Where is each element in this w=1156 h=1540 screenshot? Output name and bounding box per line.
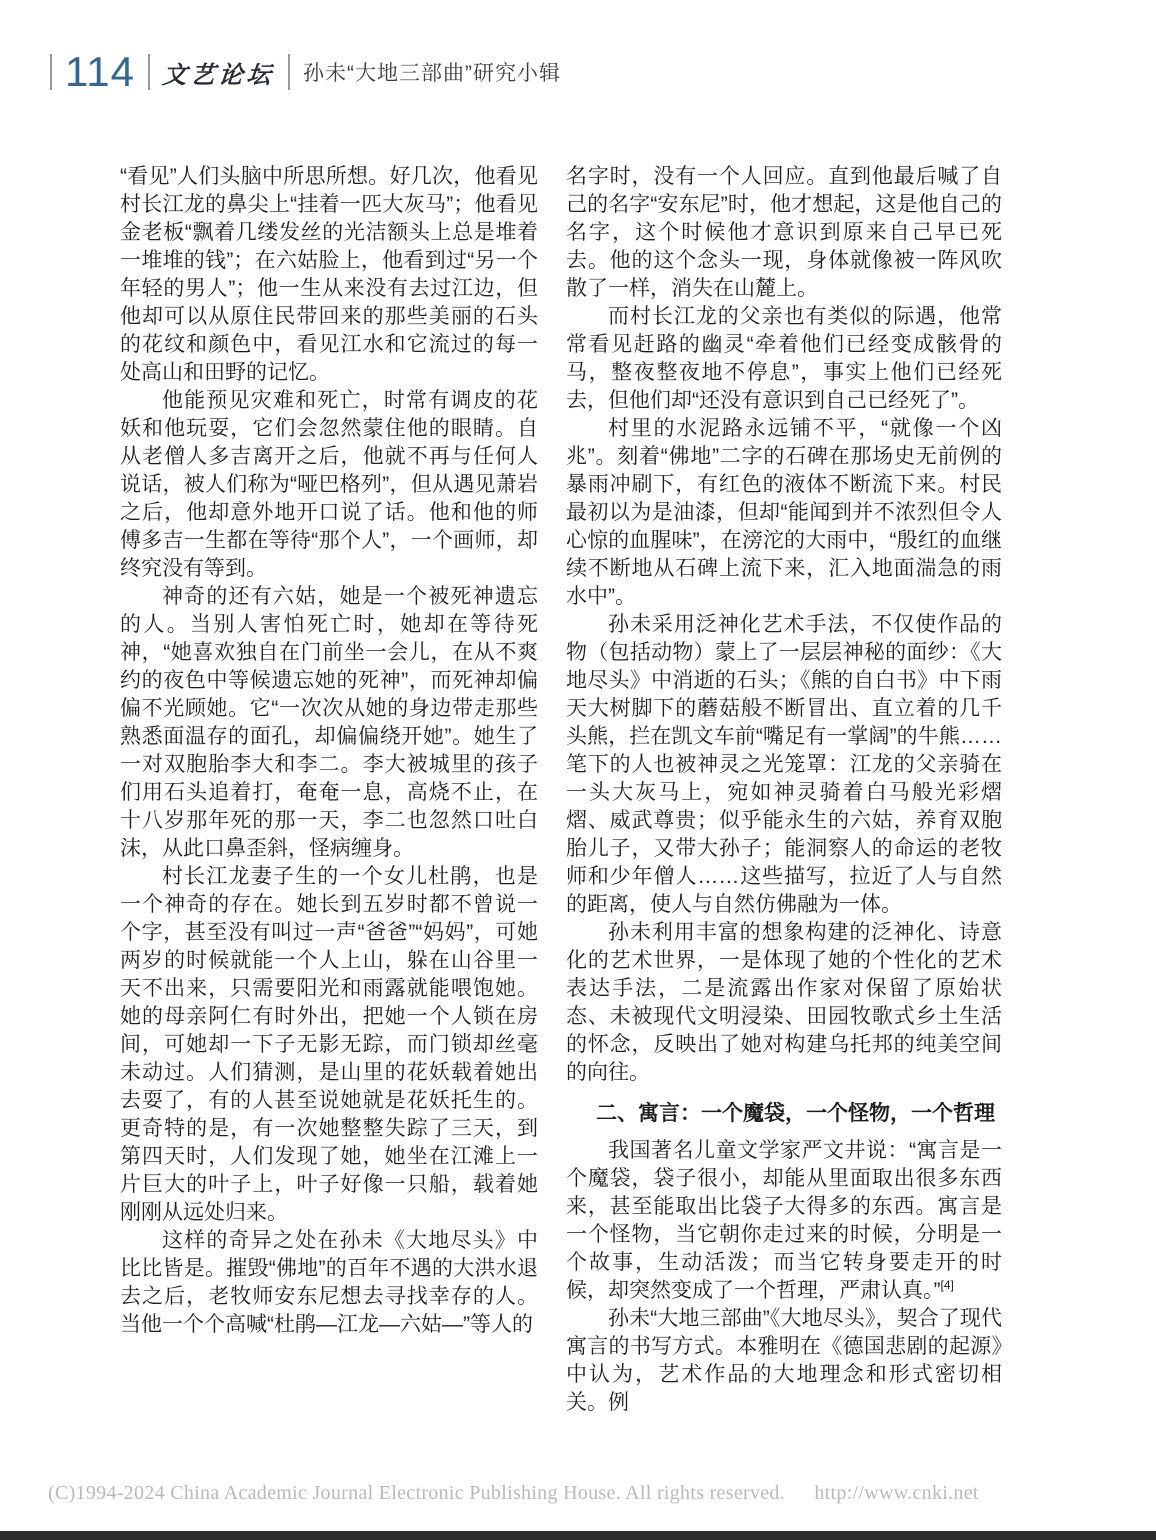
paragraph: 而村长江龙的父亲也有类似的际遇，他常常看见赶路的幽灵“牵着他们已经变成骸骨的马，整夜整夜地不停息”，事实上他们已经死去，但他们却“还没有意识到自己已经死了”。	[566, 305, 1002, 412]
paragraph: 神奇的还有六姑，她是一个被死神遗忘的人。当别人害怕死亡时，她却在等待死神，“她喜欢独自在门前坐一会儿，在从不爽约的夜色中等候遗忘她的死神”，而死神却偏偏不光顾她。它“一次次从她的身边带走那些熟悉面温存的面孔，却偏偏绕开她”。她生了一对双胞胎李大和李二。李大被城里的孩子们用石头追着打，奄奄一息，高烧不止，在十八岁那年死的那一天，李二也忽然口吐白沫，从此口鼻歪斜，怪病缠身。	[120, 585, 538, 860]
page-header	[50, 50, 561, 94]
page-footer	[48, 1482, 979, 1505]
paragraph: 孙未利用丰富的想象构建的泛神化、诗意化的艺术世界，一是体现了她的个性化的艺术表达手法，二是流露出作家对保留了原始状态、未被现代文明浸染、田园牧歌式乡土生活的怀念，反映出了她对构建乌托邦的纯美空间的向往。	[566, 921, 1002, 1084]
header-rule-mid	[148, 54, 150, 90]
column-title: 孙未“大地三部曲”研究小辑	[302, 62, 561, 85]
paragraph	[566, 1137, 1002, 1305]
paragraph: 他能预见灾难和死亡，时常有调皮的花妖和他玩耍，它们会忽然蒙住他的眼睛。自从老僧人多吉离开之后，他就不再与任何人说话，被人们称为“哑巴格列”，但从遇见萧岩之后，他却意外地开口说了话。他和他的师傅多吉一生都在等待“那个人”，一个画师，却终究没有等到。	[120, 389, 538, 580]
page-number: 114	[65, 48, 135, 95]
paragraph: 村长江龙妻子生的一个女儿杜鹃，也是一个神奇的存在。她长到五岁时都不曾说一个字，甚至没有叫过一声“爸爸”“妈妈”，可她两岁的时候就能一个人上山，躲在山谷里一天不出来，只需要阳光和雨露就能喂饱她。她的母亲阿仁有时外出，把她一个人锁在房间，可她却一下子无影无踪，而门锁却丝毫未动过。人们猜测，是山里的花妖载着她出去耍了，有的人甚至说她就是花妖托生的。更奇特的是，有一次她整整失踪了三天，到第四天时，人们发现了她，她坐在江滩上一片巨大的叶子上，叶子好像一只船，载着她刚刚从远处归来。	[120, 865, 538, 1224]
right-column	[566, 163, 1002, 1417]
journal-logo: 文艺论坛	[161, 59, 277, 89]
copyright-text: (C)1994-2024 China Academic Journal Electronic Publishing House. All rights reserved.	[48, 1482, 786, 1504]
header-rule-left	[50, 54, 52, 90]
section-heading: 二、寓言：一个魔袋，一个怪物，一个哲理	[596, 1102, 995, 1125]
paragraph-text: 我国著名儿童文学家严文井说：“寓言是一个魔袋，袋子很小，却能从里面取出很多东西来，甚至能取出比袋子大得多的东西。寓言是一个怪物，当它朝你走过来的时候，分明是一个故事，生动活泼；而当它转身要走开的时候，却突然变成了一个哲理，严肃认真。”	[566, 1139, 1002, 1302]
left-column	[120, 163, 538, 1417]
article-body	[120, 163, 1002, 1417]
paragraph: 名字时，没有一个人回应。直到他最后喊了自己的名字“安东尼”时，他才想起，这是他自己的名字，这个时候他才意识到原来自己早已死去。他的这个念头一现，身体就像被一阵风吹散了一样，消失在山麓上。	[566, 165, 1002, 300]
paragraph: “看见”人们头脑中所思所想。好几次，他看见村长江龙的鼻尖上“挂着一匹大灰马”；他看见金老板“飘着几缕发丝的光洁额头上总是堆着一堆堆的钱”；在六姑脸上，他看到过“另一个年轻的男人”；他一生从来没有去过江边，但他却可以从原住民带回来的那些美丽的石头的花纹和颜色中，看见江水和它流过的每一处高山和田野的记忆。	[120, 165, 538, 384]
paragraph: 孙未“大地三部曲”《大地尽头》，契合了现代寓言的书写方式。本雅明在《德国悲剧的起源》中认为，艺术作品的大地理念和形式密切相关。例	[566, 1307, 1002, 1414]
paragraph: 村里的水泥路永远铺不平，“就像一个凶兆”。刻着“佛地”二字的石碑在那场史无前例的暴雨冲刷下，有红色的液体不断流下来。村民最初以为是油漆，但却“能闻到并不浓烈但令人心惊的血腥味”，在滂沱的大雨中，“殷红的血继续不断地从石碑上流下来，汇入地面湍急的雨水中”。	[566, 417, 1002, 608]
paragraph: 孙未采用泛神化艺术手法，不仅使作品的物（包括动物）蒙上了一层层神秘的面纱：《大地尽头》中消逝的石头；《熊的自白书》中下雨天大树脚下的蘑菇般不断冒出、直立着的几千头熊，拦在凯文车前“嘴足有一掌阔”的牛熊……笔下的人也被神灵之光笼罩：江龙的父亲骑在一头大灰马上，宛如神灵骑着白马般光彩熠熠、威武尊贵；似乎能永生的六姑，养育双胞胎儿子，又带大孙子；能洞察人的命运的老牧师和少年僧人……这些描写，拉近了人与自然的距离，使人与自然仿佛融为一体。	[566, 613, 1002, 916]
footnote-ref: [4]	[940, 1278, 954, 1292]
bottom-bar	[0, 1531, 1156, 1540]
footer-url: http://www.cnki.net	[814, 1482, 979, 1504]
header-rule-right	[288, 54, 290, 90]
paragraph: 这样的奇异之处在孙未《大地尽头》中比比皆是。摧毁“佛地”的百年不遇的大洪水退去之后，老牧师安东尼想去寻找幸存的人。当他一个个高喊“杜鹃—江龙—六姑—”等人的	[120, 1229, 538, 1336]
